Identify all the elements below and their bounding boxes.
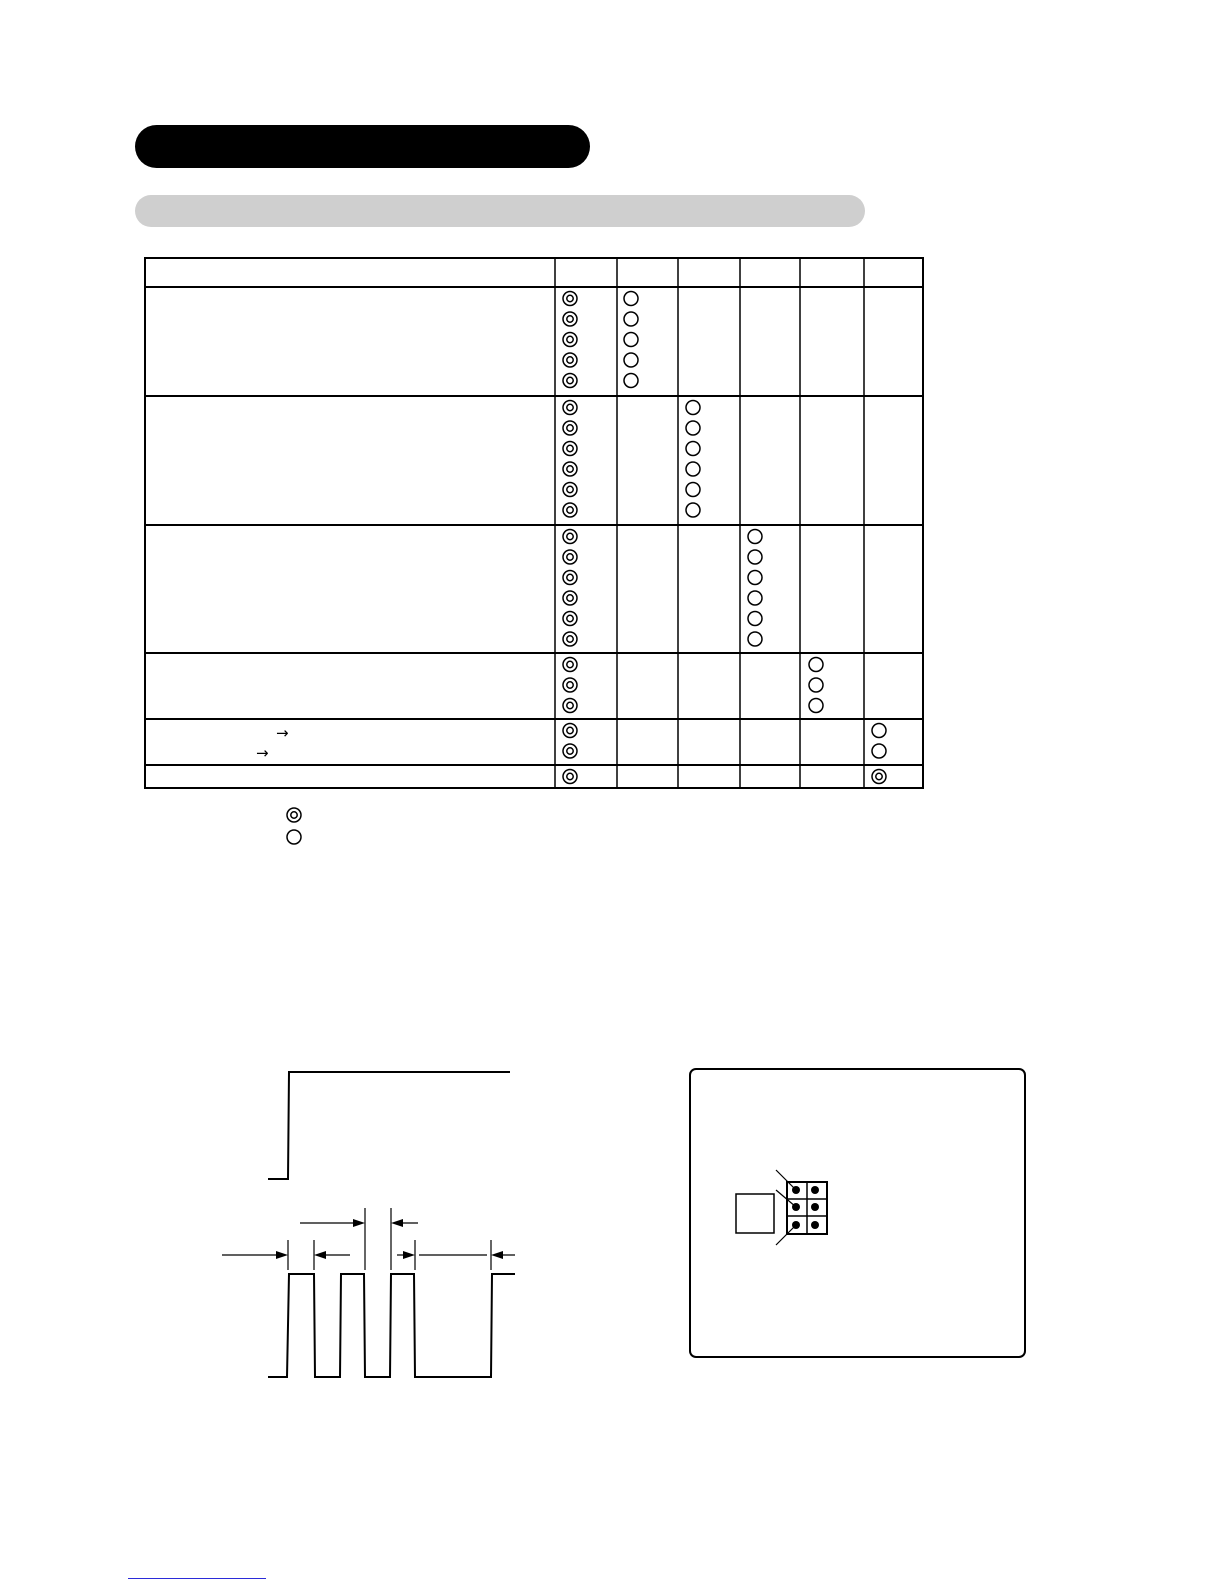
step-signal-line [268, 1072, 510, 1179]
pin-2 [811, 1186, 819, 1194]
pin-6 [811, 1221, 819, 1229]
arrow-text-1: → [276, 724, 289, 742]
dimension-lines [222, 1208, 515, 1270]
timing-waveform [222, 1072, 515, 1377]
connector-body [736, 1194, 774, 1233]
page-link-underline[interactable] [128, 1578, 266, 1579]
arrow-text-2: → [256, 744, 269, 762]
pulse-train-line [268, 1274, 515, 1377]
pin-4 [811, 1203, 819, 1211]
connector-pin-diagram [690, 1069, 1025, 1357]
dimension-arrowheads [276, 1219, 503, 1259]
